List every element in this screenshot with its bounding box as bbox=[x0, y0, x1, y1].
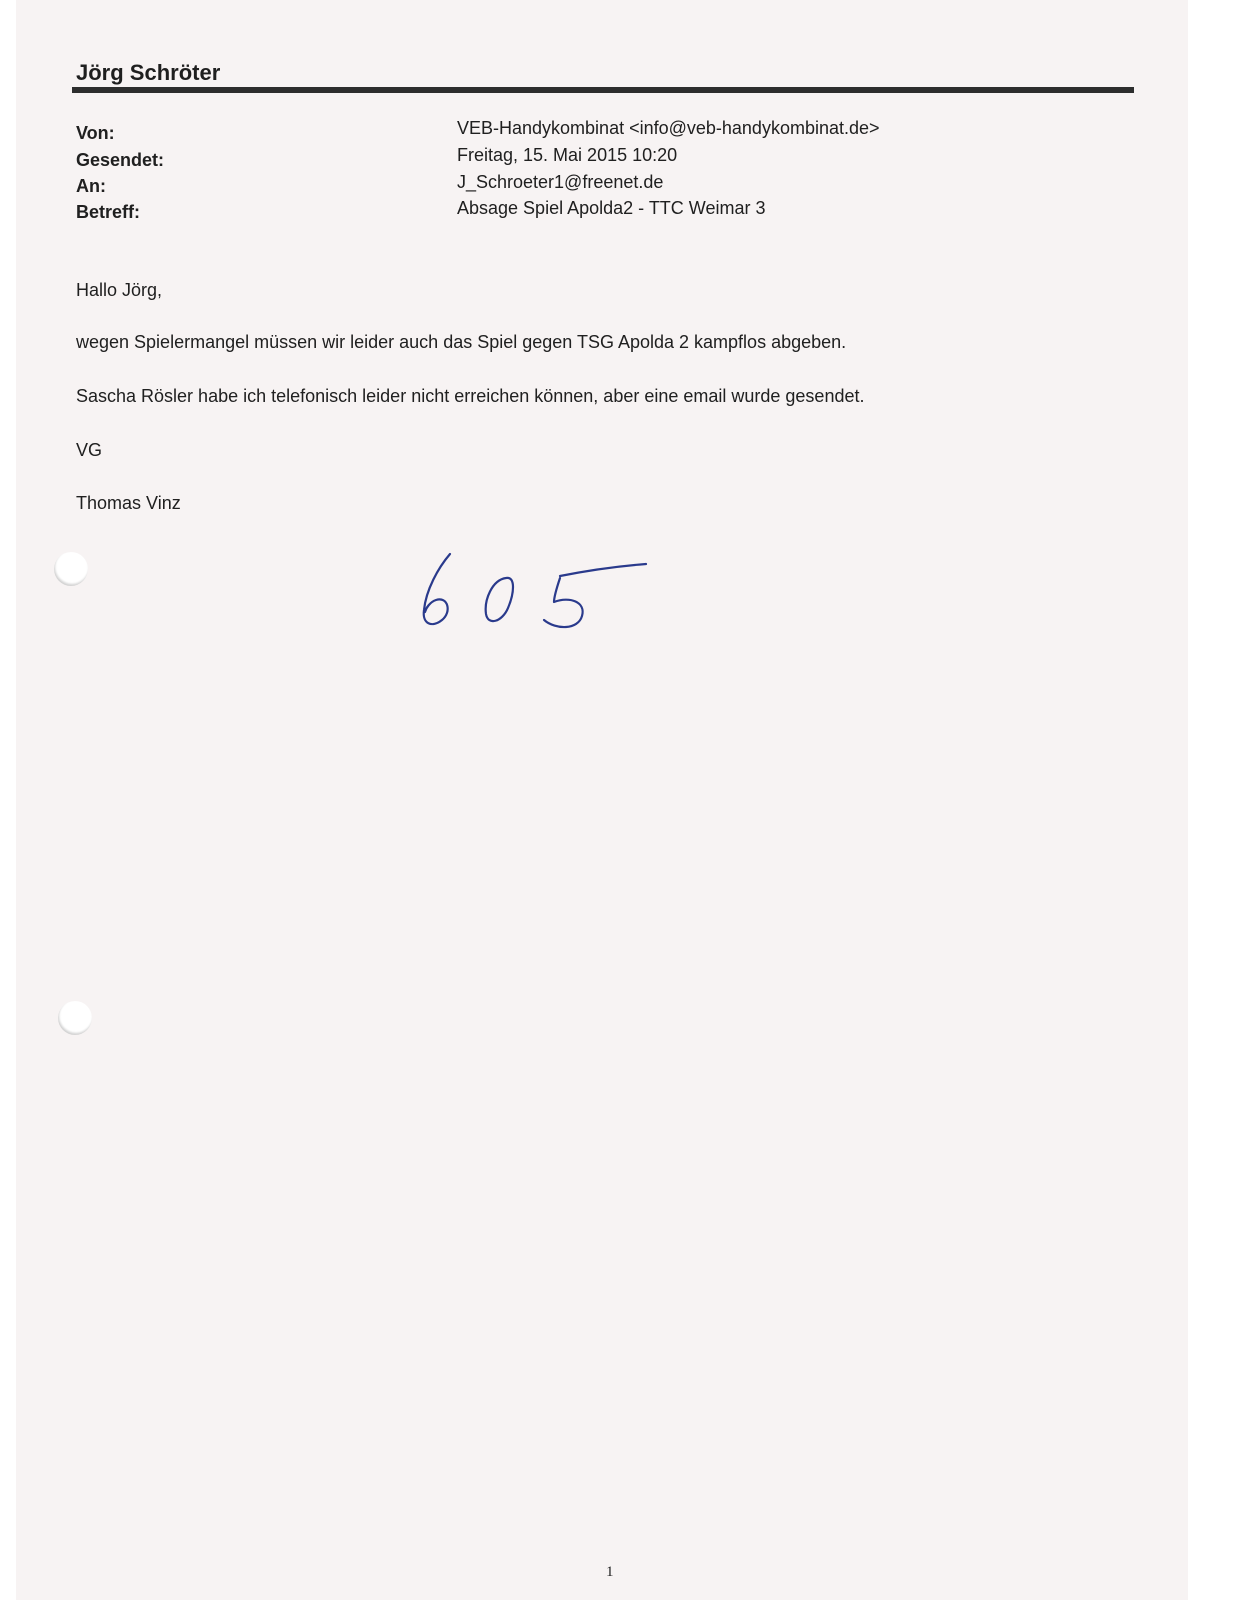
punch-hole bbox=[58, 1001, 92, 1035]
subject-label: Betreff: bbox=[76, 202, 141, 222]
signature-name: Thomas Vinz bbox=[76, 493, 181, 513]
page-number: 1 bbox=[606, 1564, 614, 1580]
sent-value: Freitag, 15. Mai 2015 10:20 bbox=[457, 145, 678, 165]
page-margin bbox=[1188, 0, 1236, 1600]
to-value: J_Schroeter1@freenet.de bbox=[457, 172, 664, 192]
subject-value: Absage Spiel Apolda2 - TTC Weimar 3 bbox=[457, 198, 766, 218]
body-paragraph: wegen Spielermangel müssen wir leider auch das Spiel gegen TSG Apolda 2 kampflos abgeben. bbox=[76, 332, 847, 352]
handwritten-note bbox=[420, 550, 660, 640]
header-divider bbox=[72, 87, 1134, 93]
to-label: An: bbox=[76, 176, 106, 196]
sent-label: Gesendet: bbox=[76, 150, 165, 170]
scanned-page bbox=[16, 0, 1216, 1600]
from-value: VEB-Handykombinat <info@veb-handykombinat.de> bbox=[457, 118, 880, 138]
closing: VG bbox=[76, 440, 103, 460]
from-label: Von: bbox=[76, 123, 115, 143]
punch-hole bbox=[54, 552, 88, 586]
sender-name: Jörg Schröter bbox=[76, 60, 221, 85]
body-paragraph: Sascha Rösler habe ich telefonisch leider nicht erreichen können, aber eine email wurde gesendet. bbox=[76, 386, 865, 406]
greeting: Hallo Jörg, bbox=[76, 280, 163, 300]
